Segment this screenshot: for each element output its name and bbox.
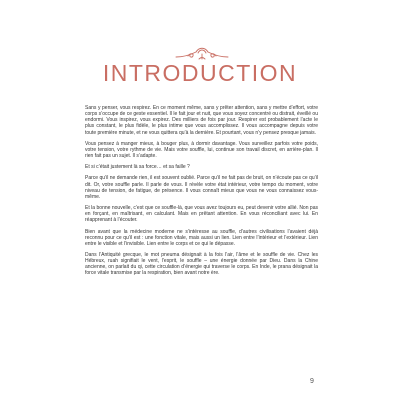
paragraph-1: Sans y penser, vous respirez. En ce moment même, sans y prêter attention, sans y mettre d’effort, votre corps s’occupe de ce geste essentiel. Il le fait jour et nuit, que vous soyez concentré ou distrait, éveillé ou endormi. Vous inspirez, vous expirez. Des milliers de fois par jour. Respirer est probablement l’acte le plus constant, le plus fidèle, le plus intime que vous accomplissez. Il vous accompagne depuis votre toute première minute, et ne vous quittera qu’à la dernière. Et pourtant, vous n’y pensez presque jamais. — [85, 105, 318, 136]
page-number: 9 — [310, 378, 314, 385]
paragraph-6: Bien avant que la médecine moderne ne s’intéresse au souffle, d’autres civilisations l’avaient déjà reconnu pour ce qu’il est : une fonction vitale, mais aussi un lien. Lien entre l’intérieur et l’extérieur. Lien entre le visible et l’invisible. Lien entre le corps et ce qui le dépasse. — [85, 228, 318, 247]
paragraph-2: Vous pensez à manger mieux, à bouger plus, à dormir davantage. Vous surveillez parfois votre poids, votre tension, votre rythme de vie. Mais votre souffle, lui, continue son travail discret, en arrière-plan. Il rien fait pas un sujet. Il s’adapte. — [85, 140, 318, 160]
paragraph-4: Parce qu’il ne demande rien, il est souvent oublié. Parce qu’il ne fait pas de bruit, on n’écoute pas ce qu’il dit. Or, votre souffle parle. Il parle de vous. Il révèle votre état intérieur, votre tempo du moment, votre niveau de tension, de fatigue, de présence. Il vous connaît mieux que vous ne vous connaissez vous-même. — [85, 175, 318, 200]
paragraph-5: Et la bonne nouvelle, c’est que ce souffle-là, que vous avez toujours eu, peut devenir votre allié. Non pas en forçant, en maîtrisant, en calculant. Mais en prêtant attention. En vous réconciliant avec lui. En réapprenant à l’écouter. — [85, 205, 318, 224]
body-text — [85, 105, 318, 282]
page-title: INTRODUCTION — [102, 60, 298, 86]
paragraph-7: Dans l’Antiquité grecque, le mot pneuma désignait à la fois l’air, l’âme et le souffle de vie. Chez les Hébreux, ruah signifiait le vent, l’esprit, le souffle – une énergie donnée par Dieu. Dans la Chine ancienne, on parlait du qi, cette circulation d’énergie qui traverse le corps. En Inde, le prana désignait la force vitale transmise par la respiration, bien avant notre ère. — [85, 251, 318, 277]
paragraph-3: Et si c’était justement là sa force… et sa faille ? — [85, 164, 190, 171]
